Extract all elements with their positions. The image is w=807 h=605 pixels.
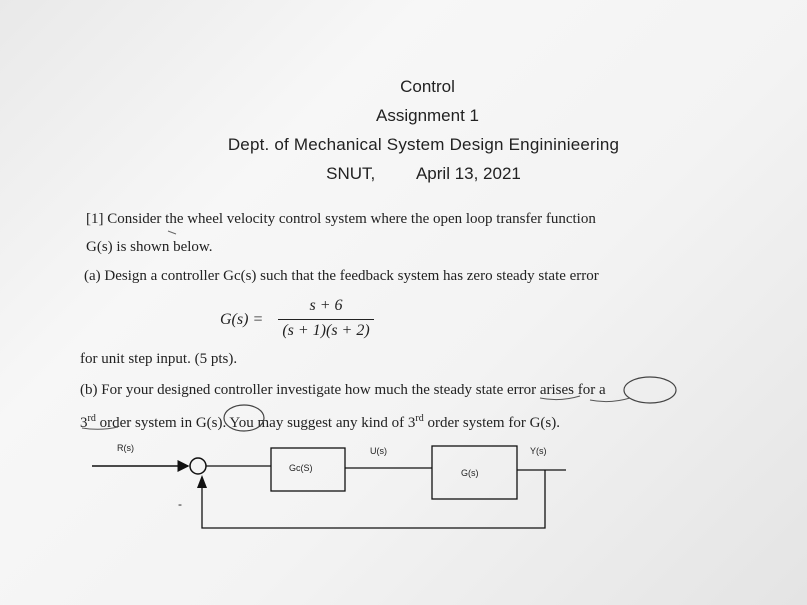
- course-title: Control: [400, 77, 455, 96]
- controller-label: Gc(S): [289, 463, 313, 473]
- output-label: Y(s): [530, 446, 547, 456]
- problem-intro-line2: G(s) is shown below.: [86, 239, 213, 255]
- equation-numerator: s + 6: [309, 297, 343, 314]
- part-b-text-mid: order system in G(s). You may suggest any kind of 3: [95, 415, 416, 431]
- part-a-continuation: for unit step input. (5 pts).: [80, 351, 238, 367]
- summing-junction: [190, 458, 206, 474]
- part-a-text: (a) Design a controller Gc(s) such that the feedback system has zero steady state error: [84, 268, 599, 284]
- problem-intro-line1: [1] Consider the wheel velocity control system where the open loop transfer function: [86, 211, 596, 227]
- minus-sign: -: [178, 497, 182, 511]
- school-name: SNUT,: [326, 164, 376, 183]
- control-signal-label: U(s): [370, 446, 387, 456]
- superscript-rd-2: rd: [415, 413, 424, 424]
- part-b-line1: (b) For your designed controller investigate how much the steady state error arises for a: [80, 382, 606, 398]
- assignment-title: Assignment 1: [376, 106, 479, 125]
- part-b-text-post: order system for G(s).: [423, 415, 560, 431]
- equation-denominator: (s + 1)(s + 2): [282, 322, 370, 339]
- superscript-rd-1: rd: [87, 413, 96, 424]
- feedback-arrowhead: [197, 475, 207, 488]
- department: Dept. of Mechanical System Design Engininieering: [227, 135, 620, 154]
- part-b-text-pre: 3: [80, 415, 88, 431]
- assignment-date: April 13, 2021: [415, 164, 521, 183]
- equation-lhs: G(s) =: [220, 311, 264, 328]
- input-label: R(s): [117, 443, 134, 453]
- plant-label: G(s): [461, 468, 479, 478]
